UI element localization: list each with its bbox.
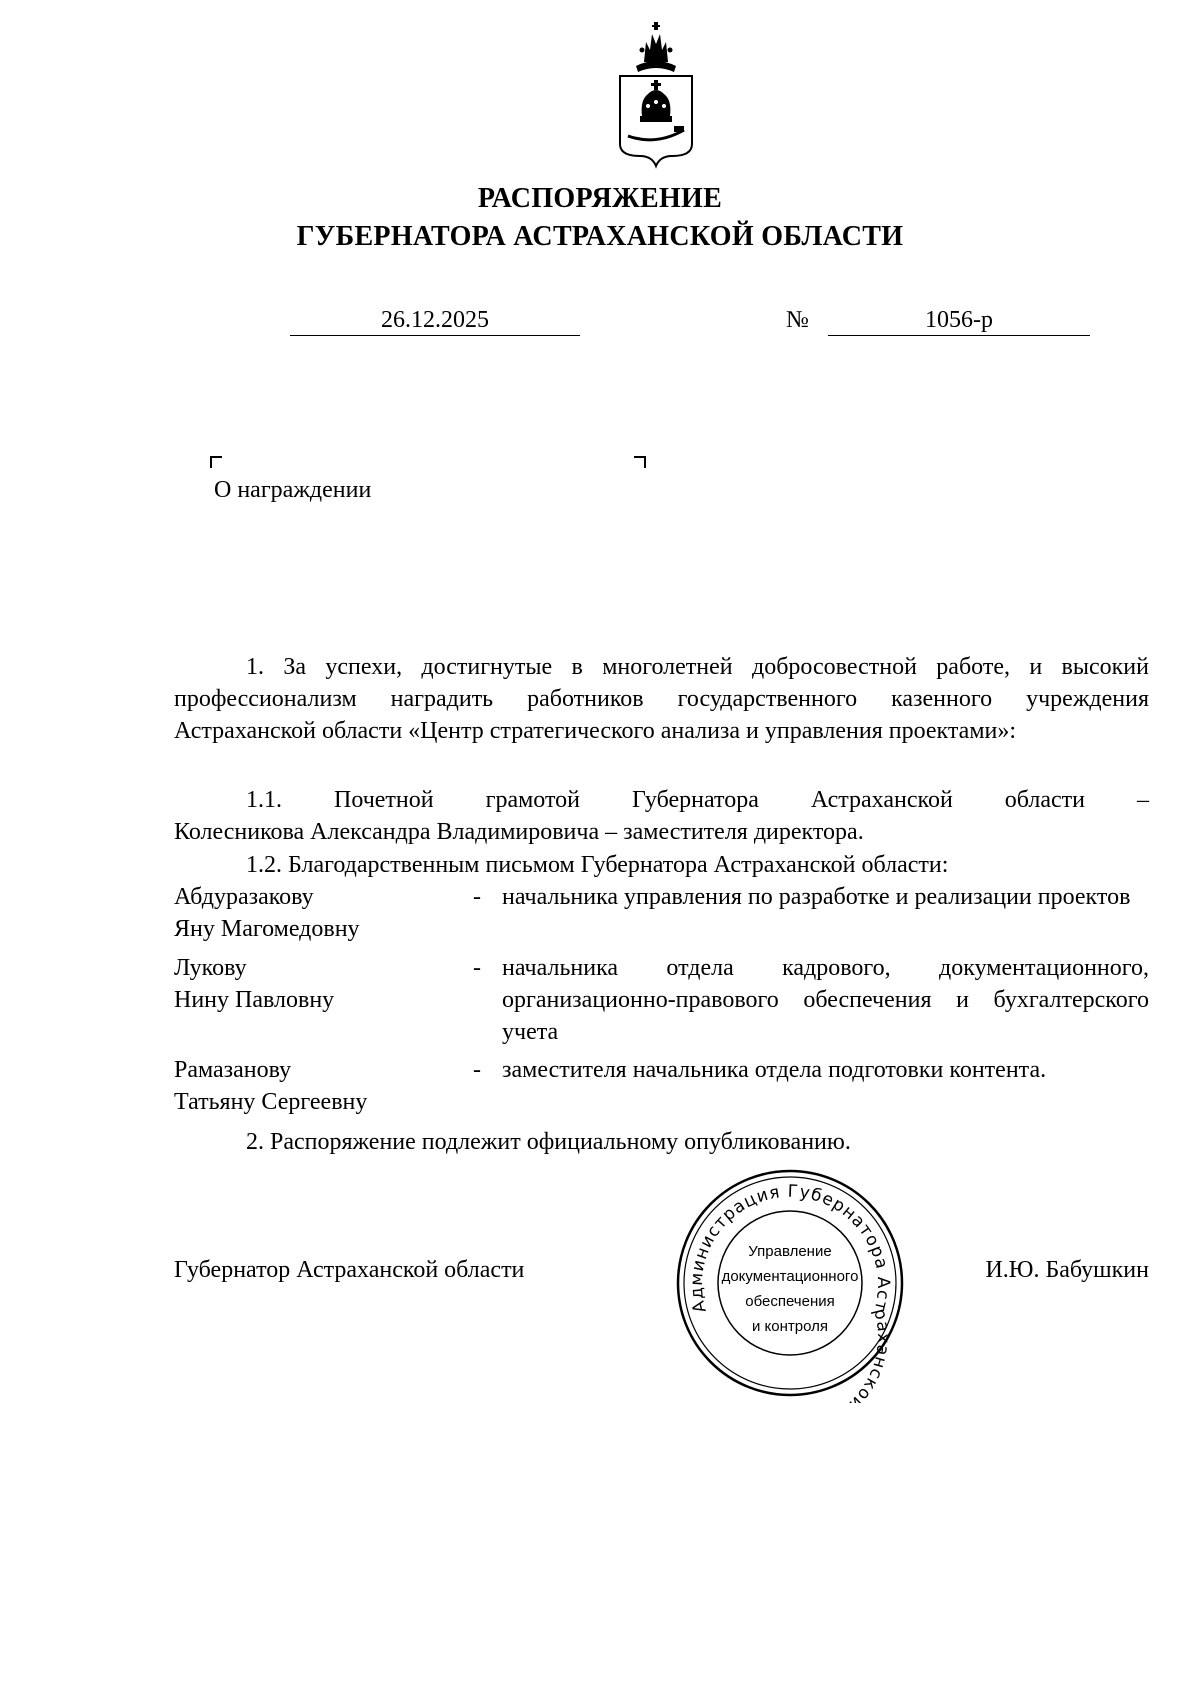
number-sign: № <box>786 307 809 333</box>
awardee-surname: Рамазанову <box>174 1057 292 1083</box>
awardee-dash: - <box>473 884 481 910</box>
awardee-surname: Лукову <box>174 955 247 981</box>
paragraph-1-2: 1.2. Благодарственным письмом Губернатора Астраханской области: <box>246 852 949 878</box>
signatory-name: И.Ю. Бабушкин <box>985 1257 1149 1283</box>
awardee-surname: Абдуразакову <box>174 884 314 910</box>
awardee-given-name: Нину Павловну <box>174 987 335 1013</box>
stamp-center-line: Управление <box>748 1243 832 1260</box>
subject-corner-right <box>634 456 646 468</box>
awardee-dash: - <box>473 1057 481 1083</box>
document-date: 26.12.2025 <box>290 305 580 336</box>
paragraph-1-1-start: 1.1. Почетной грамотой Губернатора Астраханской области – <box>246 787 1149 813</box>
stamp-center-line: обеспечения <box>745 1293 835 1310</box>
awardee-given-name: Яну Магомедовну <box>174 916 360 942</box>
issuer-title: ГУБЕРНАТОРА АСТРАХАНСКОЙ ОБЛАСТИ <box>296 221 904 252</box>
paragraph-1: 1. За успехи, достигнутые в многолетней добросовестной работе, и высокий профессионализм наградить работников государственного казенного учреждения Астраханской области «Центр стратегического анализа и управления проектами»: <box>174 654 1149 744</box>
awardee-position: начальника отдела кадрового, документационного, организационно-правового обеспечения и бухгалтерского учета <box>502 955 1149 1045</box>
awardee-position: заместителя начальника отдела подготовки контента. <box>502 1057 1047 1083</box>
awardee-dash: - <box>473 955 481 981</box>
stamp-center-line: и контроля <box>751 1318 829 1335</box>
document-type-title: РАСПОРЯЖЕНИЕ <box>477 183 723 214</box>
awardee-given-name: Татьяну Сергеевну <box>174 1089 368 1115</box>
stamp-center-line: документационного <box>721 1268 859 1285</box>
awardee-position: начальника управления по разработке и реализации проектов <box>502 884 1131 910</box>
stamp-ring-text: Администрация Губернатора Астраханско <box>686 1181 894 1403</box>
astrakhan-coat-of-arms-icon <box>614 20 698 170</box>
paragraph-2: 2. Распоряжение подлежит официальному опубликованию. <box>246 1129 851 1155</box>
emblem <box>614 20 698 170</box>
subject-corner-left <box>210 456 222 468</box>
official-stamp <box>670 1163 910 1403</box>
document-number: 1056-р <box>828 305 1090 336</box>
signatory-post: Губернатор Астраханской области <box>174 1257 525 1283</box>
paragraph-1-1-end: Колесникова Александра Владимировича – заместителя директора. <box>174 819 864 845</box>
document-subject: О награждении <box>214 477 372 503</box>
stamp-seal <box>670 1163 910 1403</box>
